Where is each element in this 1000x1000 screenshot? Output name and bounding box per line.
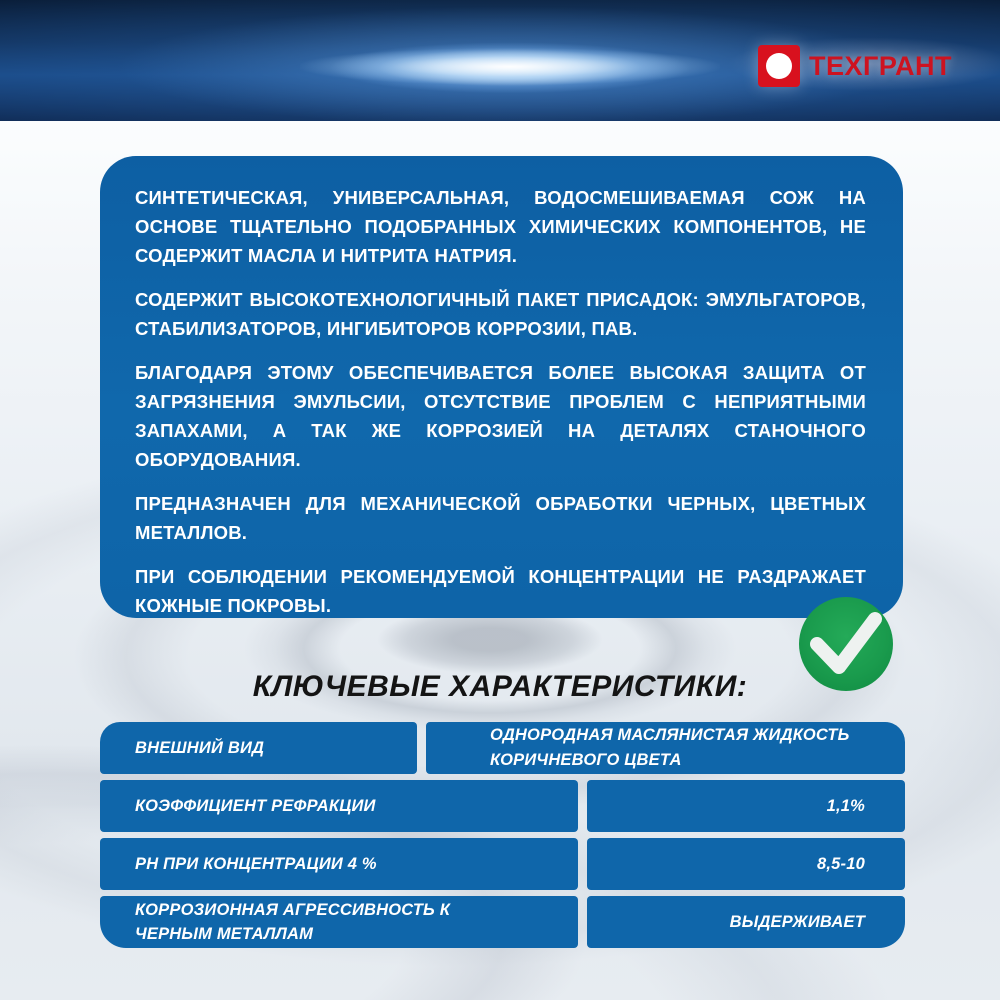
description-paragraph-5: ПРИ СОБЛЮДЕНИИ РЕКОМЕНДУЕМОЙ КОНЦЕНТРАЦИИ НЕ РАЗДРАЖАЕТ КОЖНЫЕ ПОКРОВЫ.	[135, 566, 866, 616]
table-row	[100, 780, 905, 832]
description-paragraph-2: СОДЕРЖИТ ВЫСОКОТЕХНОЛОГИЧНЫЙ ПАКЕТ ПРИСАДОК: ЭМУЛЬГАТОРОВ, СТАБИЛИЗАТОРОВ, ИНГИБИТОРОВ КОРРОЗИИ, ПАВ.	[135, 289, 866, 339]
description-paragraph-4: ПРЕДНАЗНАЧЕН ДЛЯ МЕХАНИЧЕСКОЙ ОБРАБОТКИ ЧЕРНЫХ, ЦВЕТНЫХ МЕТАЛЛОВ.	[135, 493, 866, 543]
logo-circle-icon	[766, 53, 792, 79]
row-value: ОДНОРОДНАЯ МАСЛЯНИСТАЯ ЖИДКОСТЬ КОРИЧНЕВОГО ЦВЕТА	[426, 722, 905, 774]
table-row	[100, 838, 905, 890]
table-row	[100, 722, 905, 774]
description-paragraph-1: СИНТЕТИЧЕСКАЯ, УНИВЕРСАЛЬНАЯ, ВОДОСМЕШИВАЕМАЯ СОЖ НА ОСНОВЕ ТЩАТЕЛЬНО ПОДОБРАННЫХ ХИМИЧЕСКИХ КОМПОНЕНТОВ, НЕ СОДЕРЖИТ МАСЛА И НИТРИТА НАТРИЯ.	[135, 187, 866, 266]
row-label: КОЭФФИЦИЕНТ РЕФРАКЦИИ	[100, 780, 578, 832]
brand-name: ТЕХГРАНТ	[809, 50, 952, 81]
description-paragraph-3: БЛАГОДАРЯ ЭТОМУ ОБЕСПЕЧИВАЕТСЯ БОЛЕЕ ВЫСОКАЯ ЗАЩИТА ОТ ЗАГРЯЗНЕНИЯ ЭМУЛЬСИИ, ОТСУТСТВИЕ ПРОБЛЕМ С НЕПРИЯТНЫМИ ЗАПАХАМИ, А ТАК ЖЕ КОРРОЗИЕЙ НА ДЕТАЛЯХ СТАНОЧНОГО ОБОРУДОВАНИЯ.	[135, 362, 866, 470]
brand-logo	[758, 45, 952, 87]
row-value: 1,1%	[587, 780, 905, 832]
row-label: PH ПРИ КОНЦЕНТРАЦИИ 4 %	[100, 838, 578, 890]
description-panel	[100, 156, 903, 618]
table-row	[100, 896, 905, 948]
characteristics-table	[100, 722, 905, 954]
content-area	[0, 121, 1000, 1000]
row-label: ВНЕШНИЙ ВИД	[100, 722, 417, 774]
brand-logo-icon	[758, 45, 800, 87]
row-label: КОРРОЗИОННАЯ АГРЕССИВНОСТЬ К ЧЕРНЫМ МЕТАЛЛАМ	[100, 896, 578, 948]
header-banner	[0, 0, 1000, 121]
lens-flare-icon	[300, 48, 720, 84]
row-value: 8,5-10	[587, 838, 905, 890]
row-value: ВЫДЕРЖИВАЕТ	[587, 896, 905, 948]
section-title: КЛЮЧЕВЫЕ ХАРАКТЕРИСТИКИ:	[252, 670, 748, 703]
